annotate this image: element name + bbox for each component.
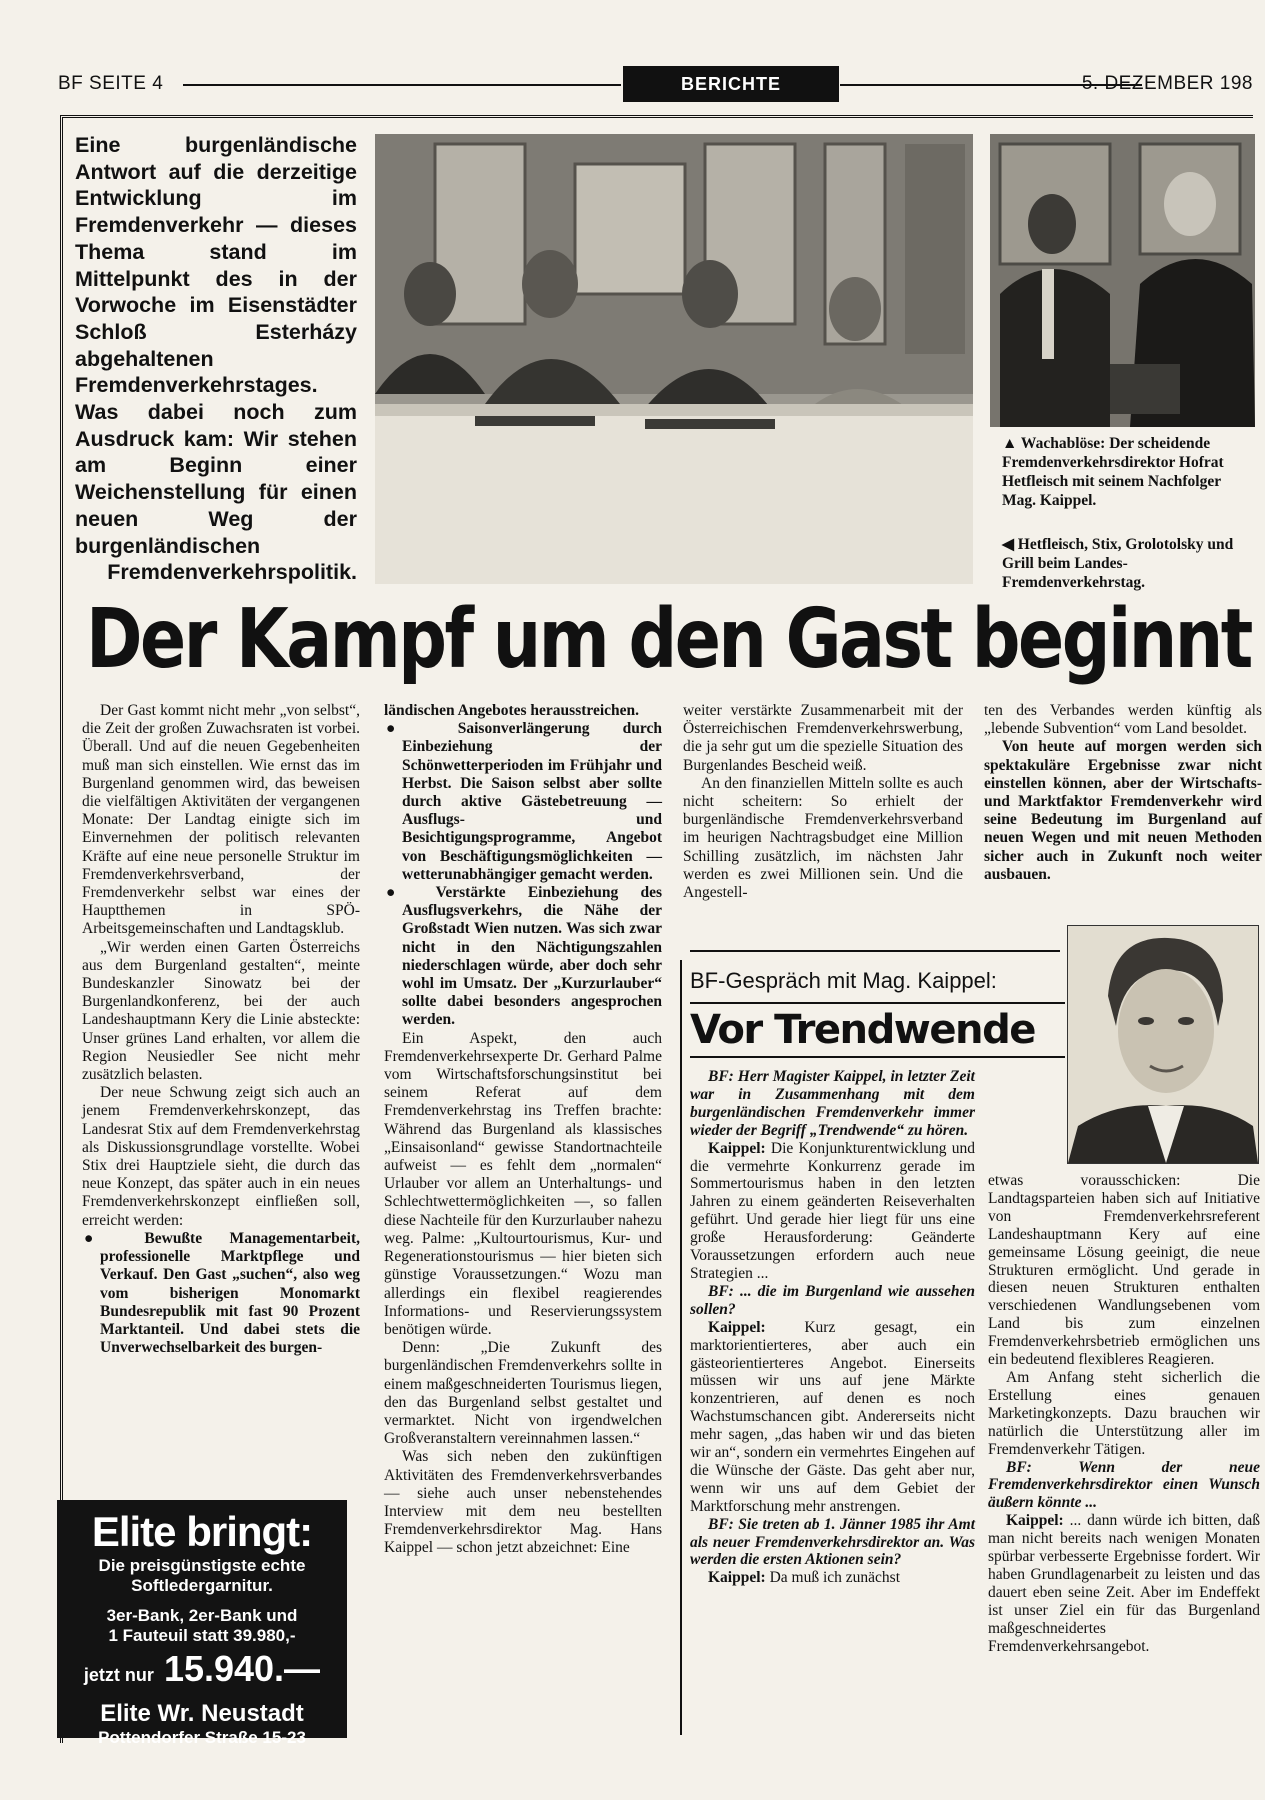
question-text: Herr Magister Kaippel, in letzter Zeit war in Zusammenhang mit dem burgenländischen Fremdenverkehr immer wieder der Begriff „Trendwende“ zu hören. [690, 1068, 975, 1139]
interview-answer [988, 1172, 1260, 1369]
ad-title: Elite bringt: [91, 1508, 313, 1555]
answer-text: Kurz gesagt, ein marktorientierteres, aber auch ein gästeorientierteres Angebot. Einerseits müssen wir uns auf jene Märkte konzentrieren, auf denen es noch Wachstumschancen gibt. Andererseits nicht mehr sagen, „das haben wir und das bieten wir an“, sondern ein vermehrtes Eingehen auf die Wünsche der Gäste. Das geht aber nur, wenn wir uns auf dem Gebiet der Marktforschung mehr anstrengen. [690, 1318, 975, 1515]
article-column-4 [984, 702, 1262, 884]
ad-line: 1 Fauteuil statt 39.980,- [108, 1626, 296, 1645]
speaker: Kaippel: [708, 1569, 766, 1587]
answer-text: Da muß ich zunächst [769, 1569, 900, 1587]
ad-line: Die preisgünstigste echte [98, 1556, 306, 1575]
answer-text: ... dann würde ich bitten, daß man nicht bereits nach wenigen Monaten spürbar verbesserte Ergebnisse fordert. Wir haben Grundlagenarbeit zu leisten und das dauert eben seine Zeit. Aber im Endeffekt ist unser Ziel ein für das Burgenland maßgeschneidertes Fremdenverkehrsangebot. [988, 1512, 1260, 1655]
speaker: BF: [708, 1515, 734, 1533]
interview-answer [988, 1512, 1260, 1655]
interview-question [690, 1068, 975, 1140]
interview-question [988, 1459, 1260, 1513]
kaippel-portrait [1067, 925, 1259, 1164]
paragraph: Der Gast kommt nicht mehr „von selbst“, die Zeit der großen Zuwachsraten ist vorbei. Überall. Und auf die neuen Gegebenheiten muß man sich einstellen. Wie ernst das im Burgenland genommen wird, das beweisen die vielfältigen Aktivitäten der vergangenen Monate: Der Landtag einigte sich im Einvernehmen der politisch relevanten Kräfte auf eine neue personelle Struktur im Fremdenverkehrsverband, der Fremdenverkehr selbst war eines der Hauptthemen in SPÖ-Arbeitsgemeinschaften und Landtagsklub. [82, 702, 360, 938]
speaker: Kaippel: [1006, 1512, 1064, 1530]
speaker: BF: [708, 1068, 734, 1085]
ad-line: Softledergarnitur. [131, 1576, 273, 1595]
question-text: Sie treten ab 1. Jänner 1985 ihr Amt als neuer Fremdenverkehrsdirektor an. Was werden die ersten Aktionen sein? [690, 1515, 975, 1569]
page-header [58, 70, 1253, 100]
question-text: ... die im Burgenland wie aussehen sollen? [690, 1282, 975, 1318]
ad-store: Elite Wr. Neustadt [100, 1700, 304, 1727]
question-text: Wenn der neue Fremdenverkehrsdirektor einen Wunsch äußern könnte ... [988, 1458, 1260, 1512]
handover-photo [990, 134, 1255, 427]
bullet-point: ● Saisonverlängerung durch Einbeziehung der Schönwetterperioden im Frühjahr und Herbst. Die Saison selbst aber sollte durch aktive Gästebetreuung — Ausflugs- und Besichtigungsprogramme, Angebot von Beschäftigungsmöglichkeiten — wetterunabhängiger gemacht werden. [384, 720, 662, 884]
interview-column-1 [690, 1068, 975, 1587]
ad-line: 3er-Bank, 2er-Bank und [106, 1606, 298, 1625]
answer-text: Am Anfang steht sicherlich die Erstellung eines genauen Marketingkonzepts. Dazu brauchen wir natürlich die Unterstützung aller im Fremdenverkehr Tätigen. [988, 1368, 1260, 1458]
bullet-point: ● Bewußte Managementarbeit, professionelle Marktpflege und Verkauf. Den Gast „suchen“, also weg vom bisherigen Monomarkt Bundesrepublik mit fast 90 Prozent Marktanteil. Und dabei stets die Unverwechselbarkeit des burgen- [82, 1230, 360, 1357]
caption-conference: ◀ Hetfleisch, Stix, Grolotolsky und Grill beim Landes-Fremdenverkehrstag. [1002, 536, 1234, 591]
issue-date: 5. DEZEMBER 198 [1081, 73, 1253, 94]
paragraph: Was sich neben den zukünftigen Aktivitäten des Fremdenverkehrsverbandes — siehe auch unser nebenstehendes Interview mit dem neu bestellten Fremdenverkehrsdirektor Mag. Hans Kaippel — schon jetzt abzeichnet: Eine [384, 1448, 662, 1557]
interview-answer [988, 1369, 1260, 1459]
article-column-3 [683, 702, 963, 902]
speaker: BF: [1006, 1458, 1032, 1476]
paragraph: weiter verstärkte Zusammenarbeit mit der Österreichischen Fremdenverkehrswerbung, die ja sehr gut um die spezielle Situation des Burgenlandes Bescheid weiß. [683, 702, 963, 774]
ad-price-value: 15.940.— [163, 1648, 321, 1689]
interview-answer [690, 1319, 975, 1516]
speaker: Kaippel: [708, 1139, 766, 1157]
conference-photo [375, 134, 973, 584]
page-number: BF SEITE 4 [58, 73, 164, 94]
answer-text: Die Konjunkturentwicklung und die vermehrte Konkurrenz gerade im Sommertourismus haben in den letzten Jahren zu einem geänderten Reiseverhalten geführt. Und gerade hier liegt für uns eine große Herausforderung: Geänderte Voraussetzungen erfordern auch neue Strategien ... [690, 1139, 975, 1282]
bullet-point: ● Verstärkte Einbeziehung des Ausflugsverkehrs, die Nähe der Großstadt Wien nutzen. Was sich zwar nicht in den Nächtigungszahlen niederschlagen würde, aber doch sehr wohl im Umsatz. Der „Kurzurlauber“ sollte dabei besonders angesprochen werden. [384, 884, 662, 1030]
speaker: Kaippel: [708, 1318, 766, 1336]
answer-text: etwas vorausschicken: Die Landtagsparteien haben sich auf Initiative von Fremdenverkehrsreferent Landeshauptmann Kery auf eine gemeinsame Lösung geeinigt, die neue Strukturen ermöglicht. Und gerade in diesen neuen Strukturen enthalten verschiedenen Wandlungsebenen vom Land bis zum einzelnen Fremdenverkehrsbetrieb ermöglichen uns ein bedeutend flexibleres Reagieren. [988, 1172, 1260, 1369]
paragraph: Der neue Schwung zeigt sich auch an jenem Fremdenverkehrskonzept, das Landesrat Stix auf dem Fremdenverkehrstag als Diskussionsgrundlage vorstellte. Wobei Stix drei Hauptziele sieht, die durch das neue Konzept, das später auch in ein neues Fremdenverkehrskonzept einfließen soll, erreicht werden: [82, 1084, 360, 1229]
interview-headline: Vor Trendwende [690, 1002, 1065, 1058]
ad-price-prefix: jetzt nur [83, 1665, 154, 1685]
ad-price [57, 1650, 347, 1694]
interview-answer [690, 1140, 975, 1283]
paragraph: An den finanziellen Mitteln sollte es auch nicht scheitern: So erhielt der burgenländische Fremdenverkehrsverband im heurigen Nachtragsbudget eine Million Schilling zusätzlich, im nächsten Jahr werden es zwei Millionen sein. Und die Angestell- [683, 774, 963, 902]
section-tag: BERICHTE [623, 66, 839, 102]
paragraph: Denn: „Die Zukunft des burgenländischen Fremdenverkehrs sollte in einem maßgeschneiderten Tourismus liegen, den das Burgenland selbst gestaltet und vermarktet. Nicht von irgendwelchen Großveranstaltern vereinnahmen lassen.“ [384, 1339, 662, 1448]
interview-question [690, 1283, 975, 1319]
interview-column-2 [988, 1172, 1260, 1655]
paragraph: ten des Verbandes werden künftig als „lebende Subvention“ vom Land besoldet. [984, 702, 1262, 738]
article-headline: Der Kampf um den Gast beginnt [86, 592, 1251, 687]
elite-advertisement [57, 1500, 347, 1747]
article-column-2 [384, 702, 662, 1558]
interview-rule [690, 950, 1060, 952]
paragraph: Von heute auf morgen werden sich spektakuläre Ergebnisse zwar nicht einstellen können, aber der Wirtschafts- und Marktfaktor Fremdenverkehr wird seine Bedeutung im Burgenland auf neuen Wegen und mit neuen Methoden sicher auch in Zukunft noch weiter ausbauen. [984, 738, 1262, 883]
interview-answer [690, 1569, 975, 1587]
paragraph: „Wir werden einen Garten Österreichs aus dem Burgenland gestalten“, meinte Bundeskanzler Sinowatz bei der Burgenlandkonferenz, bei der auch Landeshauptmann Kery die Linie absteckte: Unser grünes Land erhalten, vor allem die Region Neusiedler See nicht mehr zusätzlich belasten. [82, 938, 360, 1084]
ad-address: Pottendorfer Straße 15-23 [98, 1728, 306, 1747]
article-column-1 [82, 702, 360, 1357]
speaker: BF: [708, 1282, 734, 1300]
paragraph: Ein Aspekt, den auch Fremdenverkehrsexperte Dr. Gerhard Palme vom Wirtschaftsforschungsinstitut bei seinem Referat auf dem Fremdenverkehrstag ins Treffen brachte: Während das Burgenland als klassisches „Einsaisonland“ gewisse Standortnachteile aufweist — es fehlt dem „normalen“ Urlauber vor allem an Unterhaltungs- und Schlechtwettermöglichkeiten —, so fallen diese Nachteile für den Kurzurlauber nahezu weg. Palme: „Kultourtourismus, Kur- und Regenerationstourismus — hier bieten sich günstige Voraussetzungen.“ Wozu man allerdings ein flexibel reagierendes Informations- und Reservierungssystem benötigen würde. [384, 1029, 662, 1338]
interview-kicker: BF-Gespräch mit Mag. Kaippel: [690, 968, 997, 993]
caption-handover: ▲ Wachablöse: Der scheidende Fremdenverkehrsdirektor Hofrat Hetfleisch mit seinem Nachfolger Mag. Kaippel. [1002, 435, 1224, 509]
header-rule-left [183, 84, 621, 86]
intro-text: Eine burgenländische Antwort auf die derzeitige Entwicklung im Fremdenverkehr — dieses Thema stand im Mittelpunkt des in der Vorwoche im Eisenstädter Schloß Esterházy abgehaltenen Fremdenverkehrstages. Was dabei noch zum Ausdruck kam: Wir stehen am Beginn einer Weichenstellung für einen neuen Weg der burgenländischen Fremdenverkehrspolitik. [75, 133, 357, 585]
paragraph: ländischen Angebotes herausstreichen. [384, 702, 640, 719]
interview-question [690, 1516, 975, 1570]
